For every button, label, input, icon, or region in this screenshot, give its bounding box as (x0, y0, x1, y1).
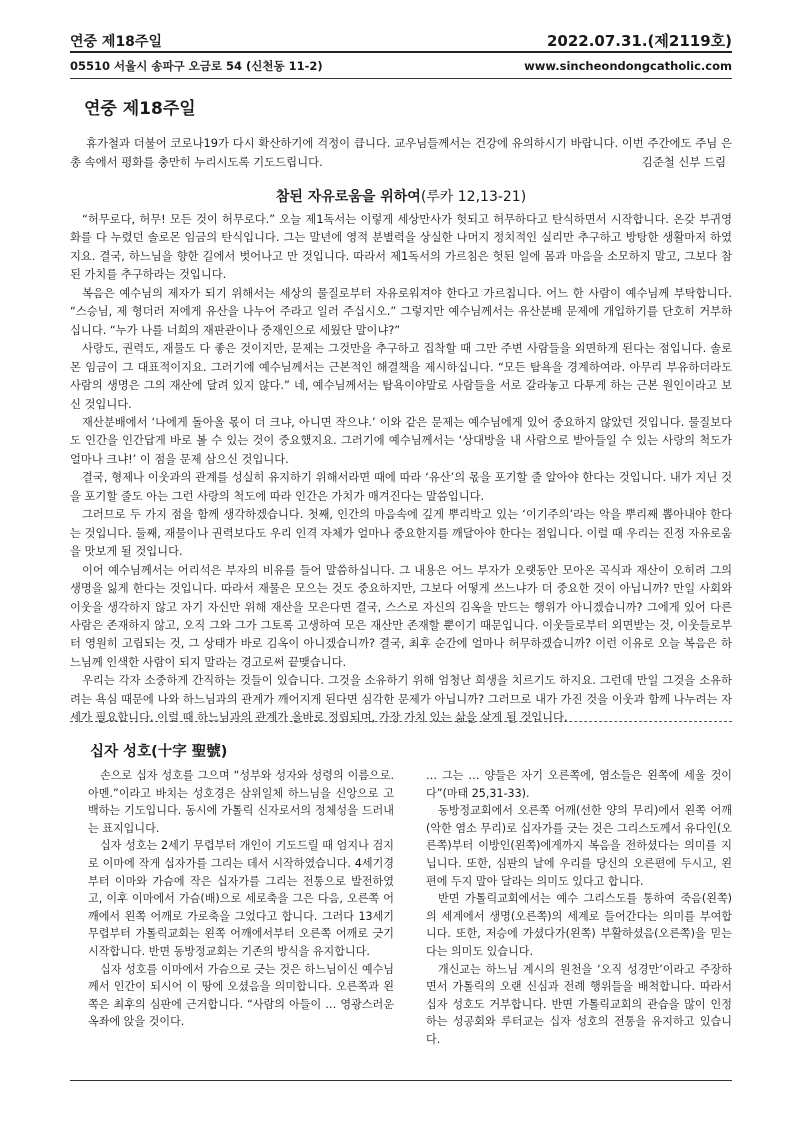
cross-paragraph: 반면 가톨릭교회에서는 예수 그리스도를 통하여 죽음(왼쪽)의 세계에서 생명(오른쪽)의 세계로 들어간다는 의미를 부여합니다. 또한, 저승에 가셨다가(왼쪽) 부활하셨음(오른쪽)을 믿는다는 의미도 있습니다. (426, 892, 732, 958)
footer-rule (70, 1080, 732, 1081)
church-address: 05510 서울시 송파구 오금로 54 (신천동 11-2) (70, 59, 323, 73)
greeting-text: 휴가철과 더불어 코로나19가 다시 확산하기에 걱정이 큽니다. 교우님들께서는 건강에 유의하시기 바랍니다. 이번 주간에도 주님 은총 속에서 평화를 충만히 누리시도록 기도드립니다. (70, 136, 732, 169)
cross-right-column (426, 767, 732, 1049)
cross-paragraph: … 그는 … 양들은 자기 오른쪽에, 염소들은 왼쪽에 세울 것이다”(마태 25,31-33). (426, 769, 732, 800)
header-info-row (70, 58, 732, 74)
essay-body (70, 211, 732, 728)
page-title: 연중 제18주일 (84, 99, 196, 119)
essay-paragraph: 복음은 예수님의 제자가 되기 위해서는 세상의 물질로부터 자유로워져야 한다고 가르칩니다. 어느 한 사람이 예수님께 부탁합니다. “스승님, 제 형더러 저에게 유산을 나누어 주라고 일러 주십시오.” 그렇지만 예수님께서는 유산분배 문제에 개입하기를 단호히 거부하십니다. “누가 나를 너희의 재판관이나 중재인으로 세웠단 말이냐?” (70, 286, 732, 337)
cross-section-title: 십자 성호(十字 聖號) (90, 744, 228, 760)
greeting-paragraph (70, 134, 732, 172)
essay-paragraph: 사랑도, 권력도, 재물도 다 좋은 것이지만, 문제는 그것만을 추구하고 집착할 때 그만 주변 사람들을 외면하게 된다는 점입니다. 솔로몬 임금이 그 대표적이지요. 그러기에 예수님께서는 근본적인 해결책을 제시하십니다. “모든 탐욕을 경계하여라. 아무리 부유하더라도 사람의 생명은 그의 재산에 달려 있지 않다.” 네, 예수님께서는 탐욕이야말로 사람들을 서로 갈라놓고 다투게 하는 근본 원인이라고 보신 것입니다. (70, 342, 732, 411)
header-divider (70, 78, 732, 79)
essay-paragraph: 우리는 각자 소중하게 간직하는 것들이 있습니다. 그것을 소유하기 위해 엄청난 희생을 치르기도 하지요. 그런데 만일 그것을 소유하려는 욕심 때문에 나와 하느님과의 관계가 깨어지게 된다면 심각한 문제가 아닙니까? 그러므로 내가 가진 것을 이웃과 함께 나누려는 자세가 필요합니다. 이럴 때 하느님과의 관계가 올바로 정립되며, 가장 가치 있는 삶을 살게 될 것입니다. (70, 674, 732, 725)
cross-left-column (88, 767, 394, 1031)
essay-reference: (루카 12,13-21) (420, 189, 527, 205)
header-title: 연중 제18주일 (70, 34, 162, 50)
header-top-row (70, 30, 732, 51)
issue-date: 2022.07.31.(제2119호) (546, 32, 732, 50)
cross-paragraph: 십자 성호를 이마에서 가슴으로 긋는 것은 하느님이신 예수님께서 인간이 되시어 이 땅에 오셨음을 의미합니다. 오른쪽과 왼쪽은 최후의 심판에 근거합니다. “사람의 아들이 … 영광스러운 옥좌에 앉을 것이다. (88, 962, 394, 1029)
essay-paragraph: “허무로다, 허무! 모든 것이 허무로다.” 오늘 제1독서는 이렇게 세상만사가 헛되고 허무하다고 탄식하면서 시작합니다. 온갖 부귀영화를 다 누렸던 솔로몬 임금의 탄식입니다. 그는 말년에 영적 분별력을 상실한 나머지 정치적인 실리만 추구하고 방탕한 생활마저 하였지요. 결국, 하느님을 향한 길에서 벗어나고 만 것입니다. 따라서 제1독서의 가르침은 헛된 일에 몸과 마음을 소모하지 말고, 그보다 참된 가치를 추구하라는 것입니다. (70, 213, 732, 282)
cross-paragraph: 손으로 십자 성호를 그으며 “성부와 성자와 성령의 이름으로. 아멘.”이라고 바치는 성호경은 삼위일체 하느님을 신앙으로 고백하는 기도입니다. 동시에 가톨릭 신자로서의 정체성을 드러내는 표지입니다. (88, 769, 394, 835)
header-rule (70, 51, 732, 53)
essay-paragraph: 재산분배에서 ‘나에게 돌아올 몫이 더 크냐, 아니면 작으냐.’ 이와 같은 문제는 예수님에게 있어 중요하지 않았던 것입니다. 물질보다도 인간을 인간답게 바로 볼 수 있는 것이 중요했지요. 그러기에 예수님께서는 ‘상대방을 내 사람으로 받아들일 수 있는 사랑의 척도가 얼마나 크냐!’ 이 점을 문제 삼으신 것입니다. (70, 415, 732, 466)
greeting-signature: 김준철 신부 드림 (641, 155, 726, 169)
section-divider (70, 721, 732, 722)
essay-title: 참된 자유로움을 위하여 (275, 189, 421, 205)
cross-paragraph: 동방정교회에서 오른쪽 어깨(선한 양의 무리)에서 왼쪽 어깨(악한 염소 무리)로 십자가를 긋는 것은 그리스도께서 유다인(오른쪽)부터 이방인(왼쪽)에게까지 복음을 전하셨다는 의미를 지닙니다. 또한, 심판의 날에 우리를 당신의 오른편에 두시고, 왼편에 두지 말아 달라는 의미도 있다고 합니다. (426, 804, 732, 888)
essay-heading (70, 186, 732, 206)
cross-paragraph: 십자 성호는 2세기 무렵부터 개인이 기도드릴 때 엄지나 검지로 이마에 작게 십자가를 그리는 데서 시작하였습니다. 4세기경부터 이마와 가슴에 작은 십자가를 그리는 전통으로 발전하였고, 이후 이마에서 가슴(배)으로 세로축을 그은 다음, 오른쪽 어깨에서 왼쪽 어깨로 가로축을 그었다고 합니다. 그러다 13세기 무렵부터 가톨릭교회는 왼쪽 어깨에서부터 오른쪽 어깨로 긋기 시작합니다. 반면 동방정교회는 기존의 방식을 유지합니다. (88, 839, 394, 958)
cross-paragraph: 개신교는 하느님 계시의 원천을 ‘오직 성경만’이라고 주장하면서 가톨릭의 오랜 신심과 전례 행위들을 배척합니다. 따라서 십자 성호도 거부합니다. 반면 가톨릭교회의 관습을 많이 인정하는 성공회와 루터교는 십자 성호의 전통을 유지하고 있습니다. (426, 962, 732, 1046)
essay-paragraph: 이어 예수님께서는 어리석은 부자의 비유를 들어 말씀하십니다. 그 내용은 어느 부자가 오랫동안 모아온 곡식과 재산이 오히려 그의 생명을 잃게 한다는 것입니다. 따라서 재물은 모으는 것도 중요하지만, 그보다 어떻게 쓰느냐가 더 중요한 것이 아닙니까? 만일 사회와 이웃을 생각하지 않고 자기 자신만 위해 재산을 모은다면 결국, 스스로 자신의 김옥을 만드는 행위가 아니겠습니까? 그에게 있어 다른 사람은 존재하지 않고, 오직 그와 그가 그토록 고생하여 모은 재산만 존재할 뿐이기 때문입니다. 이웃들로부터 외면받는 것, 이웃들로부터 영원히 고립되는 것, 그 상태가 바로 김옥이 아니겠습니까? 결국, 최후 순간에 얼마나 허무하겠습니까? 이런 이유로 오늘 복음은 하느님께 인색한 사람이 되지 말라는 경고로써 끝맺습니다. (70, 563, 732, 669)
website-link[interactable]: www.sincheondongcatholic.com (524, 59, 732, 73)
essay-paragraph: 결국, 형제나 이웃과의 관계를 성실히 유지하기 위해서라면 때에 따라 ‘유산’의 몫을 포기할 줄 알아야 한다는 것입니다. 내가 지닌 것을 포기할 줄도 아는 그런 사랑의 척도에 따라 인간은 가치가 매겨진다는 말씀입니다. (70, 471, 732, 503)
essay-paragraph: 그러므로 두 가지 점을 함께 생각하겠습니다. 첫째, 인간의 마음속에 깊게 뿌리박고 있는 ‘이기주의’라는 악을 뿌리째 뽑아내야 한다는 것입니다. 둘째, 재물이나 권력보다도 우리 인격 자체가 얼마나 중요한지를 깨달아야 한다는 점입니다. 이럴 때 우리는 진정 자유로움을 맛보게 될 것입니다. (70, 508, 732, 559)
